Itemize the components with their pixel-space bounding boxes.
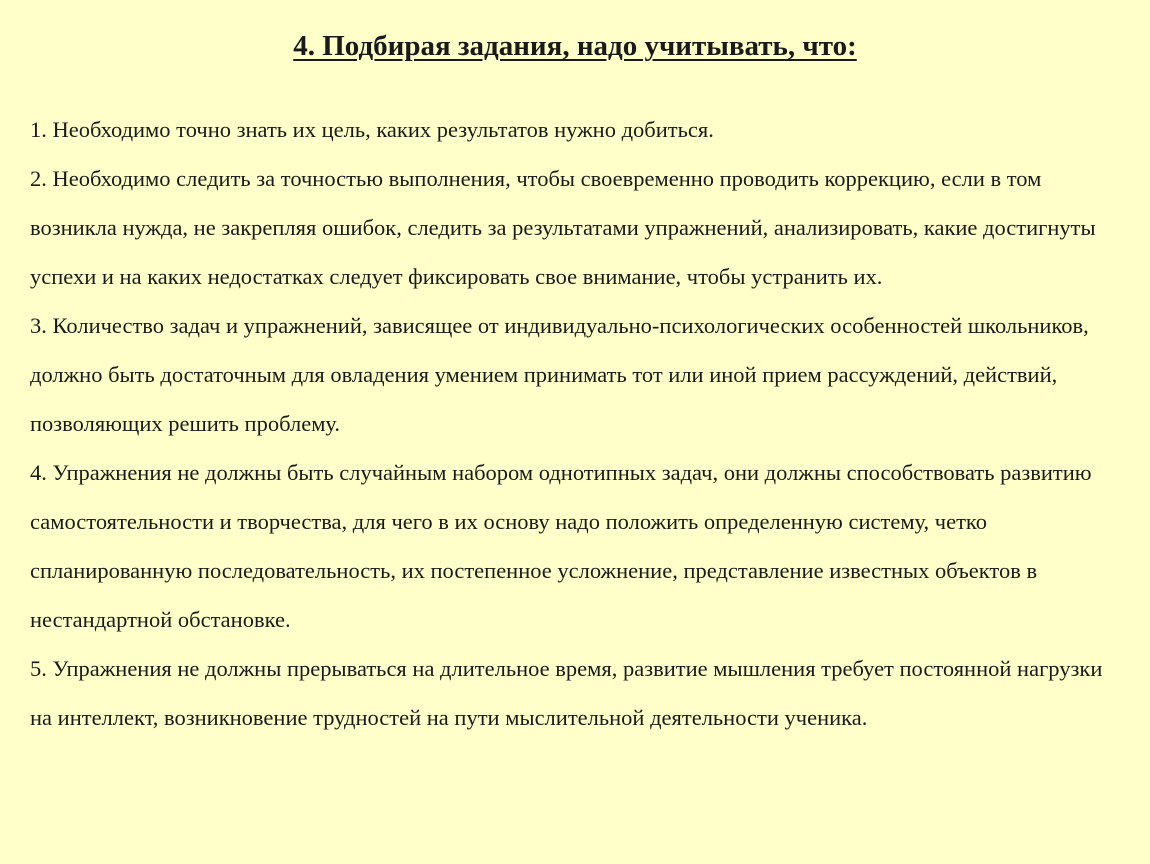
list-item-3: 3. Количество задач и упражнений, зависящее от индивидуально-психологических особенностей школьников, должно быть достаточным для овладения умением принимать тот или иной прием рассуждений, действий, позволяющих решить проблему. xyxy=(30,313,1089,436)
list-item-4: 4. Упражнения не должны быть случайным набором однотипных задач, они должны способствовать развитию самостоятельности и творчества, для чего в их основу надо положить определенную систему, четко спланированную последовательность, их постепенное усложнение, представление известных объектов в нестандартной обстановке. xyxy=(30,460,1092,632)
list-item-5: 5. Упражнения не должны прерываться на длительное время, развитие мышления требует постоянной нагрузки на интеллект, возникновение трудностей на пути мыслительной деятельности ученика. xyxy=(30,656,1103,730)
slide-body xyxy=(30,105,1130,742)
list-item-2: 2. Необходимо следить за точностью выполнения, чтобы своевременно проводить коррекцию, если в том возникла нужда, не закрепляя ошибок, следить за результатами упражнений, анализировать, какие достигнуты успехи и на каких недостатках следует фиксировать свое внимание, чтобы устранить их. xyxy=(30,166,1096,289)
slide-title: 4. Подбирая задания, надо учитывать, что: xyxy=(293,30,857,62)
list-item-1: 1. Необходимо точно знать их цель, каких результатов нужно добиться. xyxy=(30,117,714,142)
